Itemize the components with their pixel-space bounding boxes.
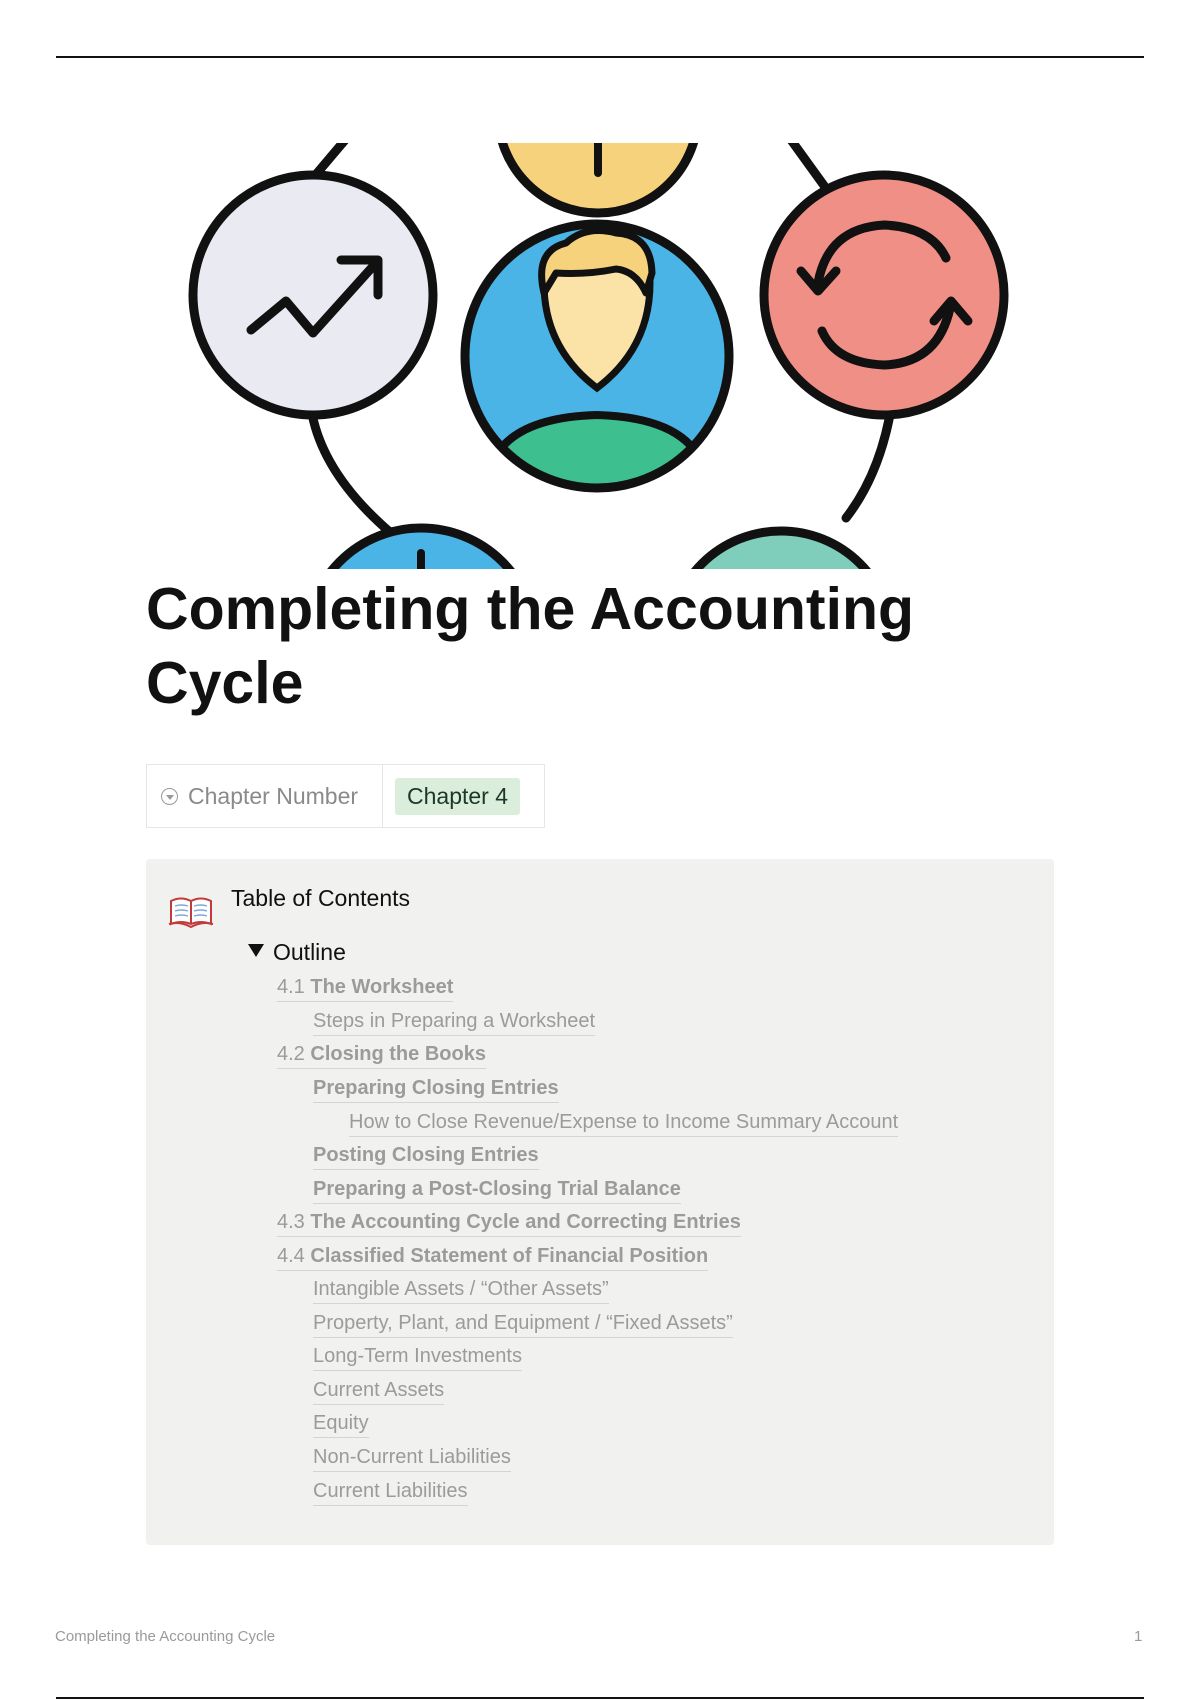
toggle-triangle-icon [248,944,264,957]
toc-link[interactable]: Steps in Preparing a Worksheet [313,1009,595,1036]
toc-link[interactable]: Current Liabilities [313,1479,468,1506]
footer-rule [56,1697,1144,1699]
toc-link[interactable]: 4.2 Closing the Books [277,1042,486,1069]
select-property-icon [161,788,178,805]
toc-link[interactable]: Long-Term Investments [313,1344,522,1371]
toc-link[interactable]: Non-Current Liabilities [313,1445,511,1472]
toc-link[interactable]: Equity [313,1411,369,1438]
clock-icon [306,528,536,569]
toc-callout [146,859,1054,1545]
property-value-chapter[interactable] [383,765,544,827]
toc-link[interactable]: How to Close Revenue/Expense to Income Summary Account [349,1110,898,1137]
growth-chart-icon [193,175,433,415]
user-avatar-icon [465,224,729,488]
page-number: 1 [1134,1628,1143,1645]
toc-link[interactable]: Preparing Closing Entries [313,1076,559,1103]
open-book-icon [168,893,214,934]
toc-link[interactable]: Preparing a Post-Closing Trial Balance [313,1177,681,1204]
toc-link[interactable]: 4.4 Classified Statement of Financial Position [277,1244,708,1271]
property-row [146,764,545,828]
property-label: Chapter Number [188,782,359,809]
toc-link[interactable]: 4.1 The Worksheet [277,975,453,1002]
toc-link[interactable]: Posting Closing Entries [313,1143,539,1170]
toggle-label: Outline [273,939,346,965]
footer-doc-title: Completing the Accounting Cycle [55,1628,276,1645]
toc-link[interactable]: Intangible Assets / “Other Assets” [313,1277,609,1304]
page-title: Completing the Accounting Cycle [146,576,915,716]
toc-link[interactable]: Property, Plant, and Equipment / “Fixed Assets” [313,1311,733,1338]
property-name-chapter[interactable] [147,765,383,827]
outline-toggle[interactable] [248,939,346,966]
chapter-tag: Chapter 4 [395,778,520,815]
bottom-right-circle [669,531,893,569]
header-rule [56,56,1144,58]
cover-image [146,143,1056,569]
toc-link[interactable]: Current Assets [313,1378,444,1405]
refresh-cycle-icon [764,175,1004,415]
toc-heading: Table of Contents [231,885,411,911]
coin-icon [498,143,698,213]
toc-link[interactable]: 4.3 The Accounting Cycle and Correcting Entries [277,1210,741,1237]
